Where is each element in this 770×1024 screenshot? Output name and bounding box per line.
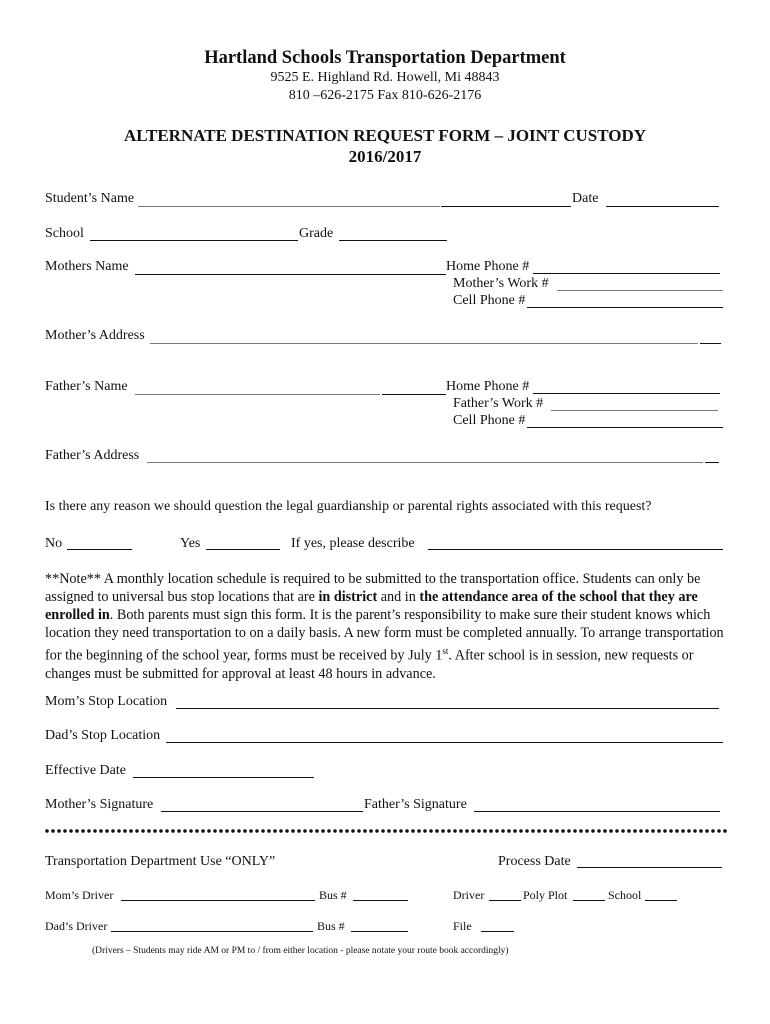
grade-label: Grade xyxy=(299,226,334,241)
father-address-label: Father’s Address xyxy=(45,448,140,463)
org-address: 9525 E. Highland Rd. Howell, Mi 48843 xyxy=(270,70,500,85)
mothers-name-field[interactable] xyxy=(135,274,446,275)
father-home-phone-label: Home Phone # xyxy=(446,379,530,394)
no-label: No xyxy=(45,536,63,551)
note-text-1: **Note** A monthly location schedule is required to be submitted to the transportation office. Students can only be assigned to universal bus stop locations that are xyxy=(45,571,701,605)
org-phone: 810 –626-2175 Fax 810-626-2176 xyxy=(288,88,482,103)
father-cell-label: Cell Phone # xyxy=(453,413,526,428)
father-cell-field[interactable] xyxy=(527,427,723,428)
bus-field-1[interactable] xyxy=(353,900,408,901)
driver-label: Driver xyxy=(453,888,485,902)
bus-label-2: Bus # xyxy=(317,919,345,933)
poly-plot-field[interactable] xyxy=(573,900,605,901)
dads-driver-field[interactable] xyxy=(111,931,313,932)
process-date-label: Process Date xyxy=(498,854,571,869)
note-text-4: . After school is in session, new requests or changes must be submitted for approval at least 48 hours in advance. xyxy=(45,647,694,682)
mothers-name-label: Mothers Name xyxy=(45,259,129,274)
bus-field-2[interactable] xyxy=(351,931,408,932)
dad-stop-label: Dad’s Stop Location xyxy=(45,728,161,743)
mother-home-phone-label: Home Phone # xyxy=(446,259,530,274)
student-name-field-ext[interactable] xyxy=(441,206,571,207)
driver-field[interactable] xyxy=(489,900,521,901)
yes-field[interactable] xyxy=(206,549,280,550)
driver-footnote: (Drivers – Students may ride AM or PM to / from either location - please notate your route book accordingly) xyxy=(92,946,509,956)
father-work-field[interactable] xyxy=(551,410,718,411)
describe-label: If yes, please describe xyxy=(291,536,415,551)
no-field[interactable] xyxy=(67,549,132,550)
dotted-divider xyxy=(44,828,727,834)
guardianship-question: Is there any reason we should question the legal guardianship or parental rights associated with this request? xyxy=(45,499,652,514)
effective-date-label: Effective Date xyxy=(45,763,126,778)
date-field[interactable] xyxy=(606,206,719,207)
mother-home-phone-field[interactable] xyxy=(533,273,720,274)
mother-work-field[interactable] xyxy=(557,290,723,291)
fathers-name-label: Father’s Name xyxy=(45,379,128,394)
office-use-heading: Transportation Department Use “ONLY” xyxy=(45,854,276,869)
note-text-2: and in xyxy=(377,589,420,605)
note-bold-1: in district xyxy=(318,589,378,605)
father-address-field-ext[interactable] xyxy=(705,462,719,463)
note-bold-2: the attendance area of the school that they are enrolled in xyxy=(45,589,698,623)
grade-field[interactable] xyxy=(339,240,447,241)
mother-work-label: Mother’s Work # xyxy=(453,276,549,291)
school-check-field[interactable] xyxy=(645,900,677,901)
student-name-label: Student’s Name xyxy=(45,191,135,206)
org-name: Hartland Schools Transportation Department xyxy=(204,48,566,68)
student-name-field[interactable] xyxy=(138,206,440,207)
bus-label-1: Bus # xyxy=(319,888,347,902)
father-signature-label: Father’s Signature xyxy=(364,797,467,812)
father-address-field[interactable] xyxy=(147,462,703,463)
form-title: ALTERNATE DESTINATION REQUEST FORM – JOINT CUSTODY xyxy=(123,126,647,145)
school-label: School xyxy=(45,226,84,241)
date-label: Date xyxy=(572,191,599,206)
note-text-3: . Both parents must sign this form. It is the parent’s responsibility to make sure their student knows which location they need transportation to on a daily basis. A new form must be completed annually. To arrange transportation for the beginning of the school year, forms must be received by July 1 xyxy=(45,607,724,664)
mother-cell-field[interactable] xyxy=(527,307,723,308)
moms-driver-field[interactable] xyxy=(121,900,315,901)
effective-date-field[interactable] xyxy=(133,777,314,778)
school-field[interactable] xyxy=(90,240,298,241)
file-label: File xyxy=(453,919,472,933)
father-home-phone-field[interactable] xyxy=(533,393,720,394)
fathers-name-field-ext[interactable] xyxy=(382,394,446,395)
mother-signature-label: Mother’s Signature xyxy=(45,797,154,812)
note-paragraph xyxy=(45,570,735,683)
mother-address-field[interactable] xyxy=(150,343,698,344)
form-year: 2016/2017 xyxy=(348,147,422,166)
dad-stop-field[interactable] xyxy=(166,742,723,743)
dads-driver-label: Dad’s Driver xyxy=(45,919,108,933)
mother-address-field-ext[interactable] xyxy=(700,343,721,344)
father-work-label: Father’s Work # xyxy=(453,396,544,411)
father-signature-field[interactable] xyxy=(474,811,720,812)
mom-stop-field[interactable] xyxy=(176,708,719,709)
mother-signature-field[interactable] xyxy=(161,811,363,812)
moms-driver-label: Mom’s Driver xyxy=(45,888,114,902)
mother-address-label: Mother’s Address xyxy=(45,328,145,343)
process-date-field[interactable] xyxy=(577,867,722,868)
fathers-name-field[interactable] xyxy=(135,394,380,395)
mother-cell-label: Cell Phone # xyxy=(453,293,526,308)
file-field[interactable] xyxy=(481,931,514,932)
note-superscript: st xyxy=(442,646,449,656)
mom-stop-label: Mom’s Stop Location xyxy=(45,694,168,709)
poly-plot-label: Poly Plot xyxy=(523,888,568,902)
describe-field[interactable] xyxy=(428,549,723,550)
yes-label: Yes xyxy=(180,536,201,551)
school-check-label: School xyxy=(608,888,642,902)
